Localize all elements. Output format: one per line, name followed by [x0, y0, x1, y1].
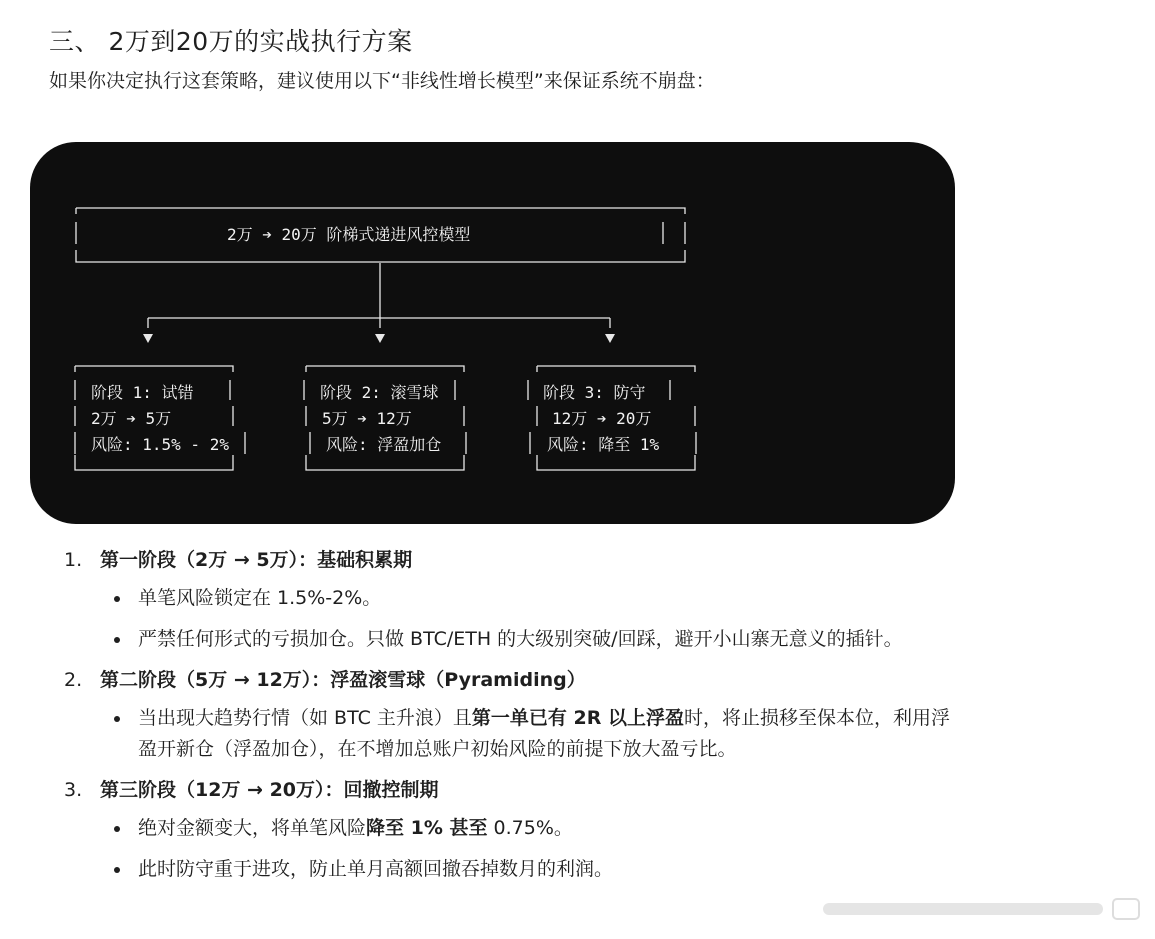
top-box — [76, 208, 685, 262]
stage-3-title: 阶段 3: 防守 — [543, 383, 646, 402]
stage-3-range: 12万 ➔ 20万 — [552, 409, 652, 428]
bullet-text-bold: 第一单已有 2R 以上浮盈 — [471, 707, 684, 729]
bullet-text: 时，将止损移至保本位，利用浮盈开新仓（浮盈加仓），在不增加总账户初始风险的前提下放大盈亏比。 — [138, 707, 950, 760]
stage-2-risk: 风险: 浮盈加仓 — [326, 435, 442, 454]
phase-number: 1. — [64, 549, 83, 571]
phase-heading: 第三阶段（12万 → 20万）：回撤控制期 — [100, 779, 439, 801]
connector-lines — [143, 263, 615, 343]
stage-3-box — [528, 366, 696, 470]
risk-model-diagram — [30, 142, 955, 524]
bullet-item — [138, 583, 964, 614]
stage-1-title: 阶段 1: 试错 — [91, 383, 194, 402]
phase-number: 2. — [64, 669, 83, 691]
section-title: 三、 2万到20万的实战执行方案 — [49, 27, 413, 56]
bullet-text: 单笔风险锁定在 1.5%-2%。 — [138, 587, 382, 609]
stage-2-box — [304, 366, 466, 470]
stage-2-title: 阶段 2: 滚雪球 — [320, 383, 439, 402]
phase-heading: 第二阶段（5万 → 12万）：浮盈滚雪球（Pyramiding） — [100, 669, 586, 691]
phase-item-2 — [64, 663, 964, 765]
code-block-diagram — [30, 142, 955, 524]
arrow-stage-1 — [143, 334, 153, 343]
bullet-item — [138, 624, 964, 655]
stage-1-risk: 风险: 1.5% - 2% — [91, 435, 229, 454]
arrow-stage-2 — [375, 334, 385, 343]
stage-1-box — [75, 366, 245, 470]
phase-item-3 — [64, 773, 964, 885]
stage-2-range: 5万 ➔ 12万 — [322, 409, 412, 428]
phase-heading: 第一阶段（2万 → 5万）：基础积累期 — [100, 549, 413, 571]
bullet-text: 当出现大趋势行情（如 BTC 主升浪）且 — [138, 707, 472, 729]
bullet-text: 此时防守重于进攻，防止单月高额回撤吞掉数月的利润。 — [138, 858, 614, 880]
bullet-text: 严禁任何形式的亏损加仓。只做 BTC/ETH 的大级别突破/回踩，避开小山寨无意义的插针。 — [138, 628, 903, 650]
bullet-text: 绝对金额变大，将单笔风险 — [138, 817, 367, 839]
phase-1-bullets — [100, 583, 964, 655]
bullet-item — [138, 703, 964, 765]
phase-number: 3. — [64, 779, 83, 801]
top-box-title: 2万 ➔ 20万 阶梯式递进风控模型 — [227, 225, 471, 244]
bullet-text-bold: 降至 1% 甚至 — [366, 817, 488, 839]
intro-paragraph: 如果你决定执行这套策略，建议使用以下“非线性增长模型”来保证系统不崩盘： — [49, 70, 715, 92]
phase-3-bullets — [100, 813, 964, 885]
phase-item-1 — [64, 543, 964, 655]
phase-list — [64, 543, 964, 893]
bullet-text: 0.75%。 — [487, 817, 573, 839]
bullet-item — [138, 813, 964, 844]
phase-2-bullets — [100, 703, 964, 765]
watermark-icon — [823, 897, 1143, 921]
bullet-item — [138, 854, 964, 885]
branch-line — [148, 318, 610, 328]
arrow-stage-3 — [605, 334, 615, 343]
stage-3-risk: 风险: 降至 1% — [547, 435, 660, 454]
stage-1-range: 2万 ➔ 5万 — [91, 409, 172, 428]
